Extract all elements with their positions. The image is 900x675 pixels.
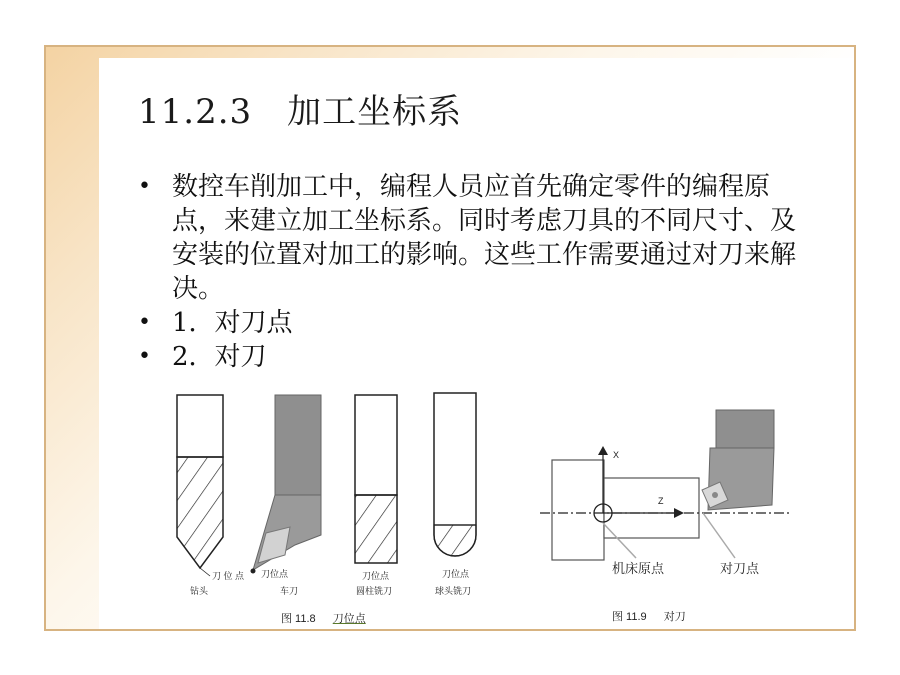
bullet-dot-icon: • bbox=[138, 310, 151, 335]
bullet-item bbox=[138, 340, 818, 374]
bullet-item bbox=[138, 306, 818, 340]
axis-x-label: X bbox=[613, 450, 620, 460]
figure-119-number: 图 11.9 bbox=[612, 611, 647, 623]
drill-name: 钻头 bbox=[190, 586, 209, 596]
lathe-tool-drawing bbox=[251, 395, 322, 596]
bullet-text: 1．对刀点 bbox=[172, 308, 293, 338]
slide-title: 11.2.3 加工坐标系 bbox=[138, 92, 463, 132]
bullet-dot-icon: • bbox=[138, 174, 151, 199]
end-mill-name: 圆柱铣刀 bbox=[356, 586, 393, 596]
figure-119-text: 对刀 bbox=[663, 611, 686, 623]
tool-setting-figure bbox=[540, 400, 800, 590]
figure-118-text: 刀位点 bbox=[332, 613, 366, 625]
end-mill-point-label: 刀位点 bbox=[362, 571, 390, 581]
figure-118-number: 图 11.8 bbox=[281, 613, 316, 625]
figure-119-caption bbox=[612, 608, 686, 624]
figure-118-caption bbox=[281, 610, 366, 626]
ball-mill-name: 球头铣刀 bbox=[435, 586, 472, 596]
bullet-text: 数控车削加工中，编程人员应首先确定零件的编程原点，来建立加工坐标系。同时考虑刀具的不同尺寸、及安装的位置对加工的影响。这些工作需要通过对刀来解决。 bbox=[172, 172, 797, 304]
bullet-dot-icon: • bbox=[138, 344, 151, 369]
bullet-list bbox=[138, 170, 818, 374]
end-mill-drawing bbox=[355, 395, 397, 596]
bullet-item bbox=[138, 170, 818, 306]
drill-point-label: 刀 位 点 bbox=[212, 571, 245, 581]
ball-mill-drawing bbox=[434, 393, 476, 596]
drill-drawing bbox=[177, 395, 245, 596]
tool-point-figure bbox=[160, 385, 500, 600]
bullet-text: 2．对刀 bbox=[172, 342, 267, 372]
ball-mill-point-label: 刀位点 bbox=[442, 569, 470, 579]
axis-z-label: Z bbox=[658, 496, 664, 506]
lathe-tool-name: 车刀 bbox=[280, 586, 299, 596]
tool-setting-point-label: 对刀点 bbox=[720, 561, 760, 576]
lathe-point-label: 刀位点 bbox=[261, 569, 289, 579]
machine-origin-label: 机床原点 bbox=[612, 561, 665, 576]
